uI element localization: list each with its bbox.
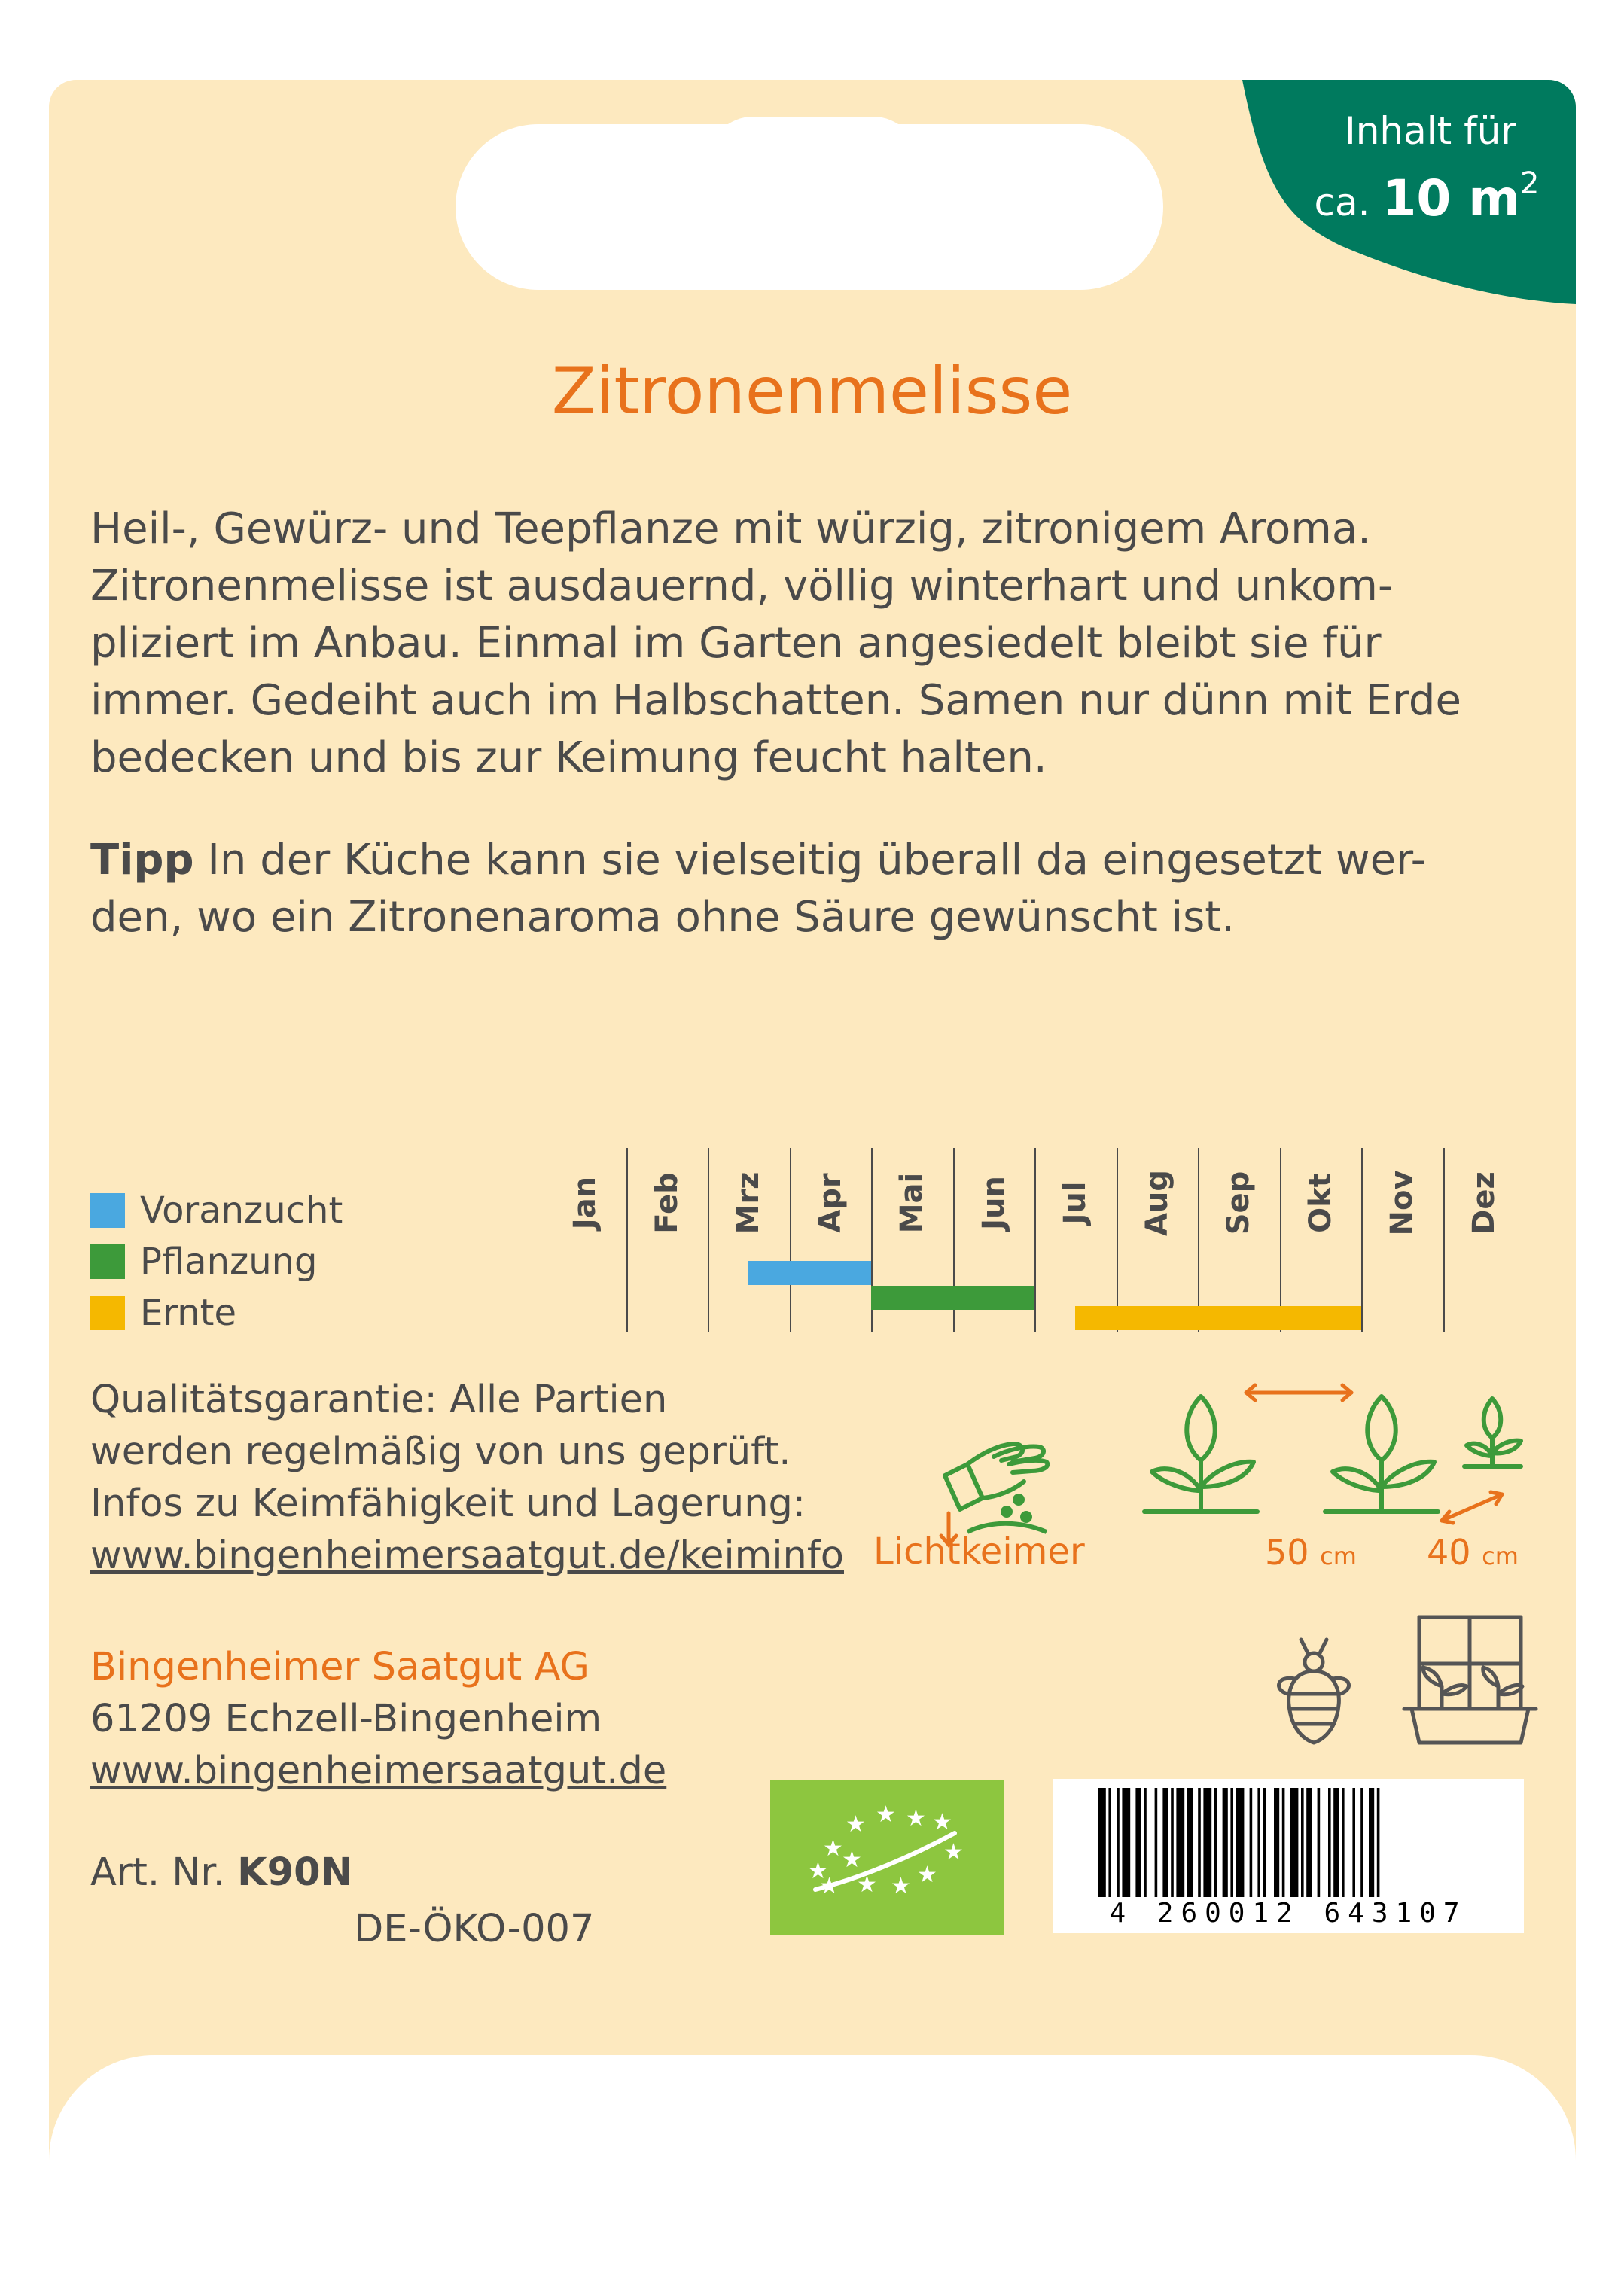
month-label-jul: Jul xyxy=(1058,1181,1092,1225)
month-divider xyxy=(1361,1148,1363,1332)
row-distance-label: 50 cm xyxy=(1265,1532,1357,1573)
month-label-apr: Apr xyxy=(812,1173,848,1233)
month-divider xyxy=(1117,1148,1118,1332)
tip-section xyxy=(90,832,1536,946)
quality-line: Infos zu Keimfähigkeit und Lagerung: xyxy=(90,1482,806,1526)
month-divider xyxy=(1443,1148,1445,1332)
svg-text:★: ★ xyxy=(846,1811,866,1838)
description-line: Zitronenmelisse ist ausdauernd, völlig winterhart und unkom- xyxy=(90,562,1394,611)
svg-text:★: ★ xyxy=(857,1871,877,1898)
month-label-mrz: Mrz xyxy=(731,1171,766,1235)
tip-label: Tipp xyxy=(90,836,194,885)
svg-text:★: ★ xyxy=(842,1847,862,1873)
month-divider xyxy=(626,1148,628,1332)
content-badge-line1: Inhalt für xyxy=(1344,109,1516,153)
organic-certification-code: DE-ÖKO-007 xyxy=(354,1907,595,1951)
product-title: Zitronenmelisse xyxy=(551,354,1073,429)
svg-text:★: ★ xyxy=(819,1873,839,1899)
product-description xyxy=(90,501,1536,787)
svg-text:★: ★ xyxy=(876,1801,896,1828)
bee-icon xyxy=(1272,1634,1355,1747)
tip-line: In der Küche kann sie vielseitig überall da eingesetzt wer- xyxy=(193,836,1426,885)
svg-text:★: ★ xyxy=(906,1805,926,1832)
calendar-bar-pflanzung xyxy=(871,1286,1034,1310)
company-name: Bingenheimer Saatgut AG xyxy=(90,1645,590,1689)
barcode xyxy=(1053,1779,1524,1933)
hang-hole-tab xyxy=(708,117,919,184)
svg-text:★: ★ xyxy=(943,1839,964,1865)
content-badge-line2: ca. 10 $m^2$ xyxy=(1314,166,1540,227)
company-address: 61209 Echzell-Bingenheim xyxy=(90,1697,602,1741)
plant-distance-label: 40 cm xyxy=(1427,1532,1519,1573)
quality-line: Qualitätsgarantie: Alle Partien xyxy=(90,1378,668,1422)
month-label-aug: Aug xyxy=(1139,1169,1175,1237)
month-divider xyxy=(790,1148,791,1332)
svg-text:★: ★ xyxy=(932,1809,952,1835)
month-label-okt: Okt xyxy=(1303,1173,1338,1233)
company-info xyxy=(90,1641,666,1797)
description-line: pliziert im Anbau. Einmal im Garten angesiedelt bleibt sie für xyxy=(90,619,1382,668)
month-divider xyxy=(1034,1148,1036,1332)
svg-text:★: ★ xyxy=(808,1858,828,1884)
svg-text:★: ★ xyxy=(917,1862,937,1888)
month-label-dez: Dez xyxy=(1466,1171,1501,1235)
month-divider xyxy=(1198,1148,1199,1332)
sowing-calendar xyxy=(538,1148,1570,1336)
keiminfo-link[interactable]: www.bingenheimersaatgut.de/keiminfo xyxy=(90,1533,844,1578)
legend-label: Ernte xyxy=(140,1292,236,1334)
barcode-number: 4 260012 643107 xyxy=(1109,1898,1467,1929)
legend-label: Pflanzung xyxy=(140,1241,318,1283)
month-label-jun: Jun xyxy=(976,1176,1011,1230)
svg-text:★: ★ xyxy=(891,1873,911,1899)
eu-organic-logo xyxy=(770,1780,1004,1935)
month-divider xyxy=(708,1148,709,1332)
legend-swatch xyxy=(90,1244,125,1279)
legend-swatch xyxy=(90,1193,125,1228)
description-line: immer. Gedeiht auch im Halbschatten. Samen nur dünn mit Erde xyxy=(90,676,1461,725)
article-number: Art. Nr. K90N xyxy=(90,1850,353,1895)
month-label-sep: Sep xyxy=(1221,1171,1256,1235)
quality-guarantee xyxy=(90,1374,844,1582)
month-label-nov: Nov xyxy=(1385,1170,1419,1236)
description-line: Heil-, Gewürz- und Teepflanze mit würzig, zitronigem Aroma. xyxy=(90,504,1371,553)
month-label-jan: Jan xyxy=(568,1176,602,1230)
calendar-bar-ernte xyxy=(1075,1306,1361,1330)
month-label-mai: Mai xyxy=(894,1172,929,1234)
month-divider xyxy=(1280,1148,1281,1332)
plant-spacing-icon xyxy=(1141,1378,1532,1536)
legend-label: Voranzucht xyxy=(140,1189,343,1232)
legend-swatch xyxy=(90,1296,125,1330)
company-website-link[interactable]: www.bingenheimersaatgut.de xyxy=(90,1749,667,1793)
month-label-feb: Feb xyxy=(649,1172,684,1234)
window-box-icon xyxy=(1400,1611,1540,1747)
lichtkeimer-label: Lichtkeimer xyxy=(873,1530,1085,1573)
calendar-bar-voranzucht xyxy=(748,1261,871,1285)
quality-line: werden regelmäßig von uns geprüft. xyxy=(90,1430,791,1474)
description-line: bedecken und bis zur Keimung feucht halten. xyxy=(90,733,1047,782)
tip-line: den, wo ein Zitronenaroma ohne Säure gewünscht ist. xyxy=(90,893,1236,942)
svg-text:★: ★ xyxy=(823,1835,843,1862)
bottom-edge xyxy=(49,2055,1576,2281)
